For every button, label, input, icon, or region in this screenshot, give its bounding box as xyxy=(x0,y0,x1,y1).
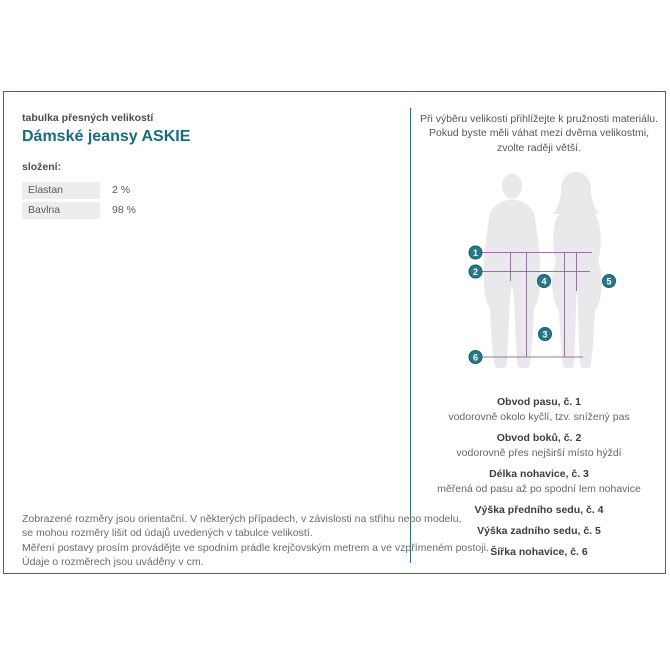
sizing-advice-line: Pokud byste měli váhat mezi dvěma velikostmi, xyxy=(428,127,649,140)
measurement-desc: měřená od pasu až po spodní lem nohavice xyxy=(437,483,641,495)
disclaimer-line: Měření postavy prosím provádějte ve spodním prádle krejčovským metrem a ve vzpřímeném postoji. xyxy=(22,541,489,554)
sizing-advice-text xyxy=(411,112,667,155)
composition-heading: složení: xyxy=(22,161,62,173)
measurement-item xyxy=(411,503,667,518)
disclaimer-line: Údaje o rozměrech jsou uváděny v cm. xyxy=(22,555,204,568)
table-eyebrow-label: tabulka přesných velikostí xyxy=(22,112,154,124)
measurement-item xyxy=(411,467,667,497)
marker-number-3: 3 xyxy=(542,329,548,340)
material-value-cell: 98 % xyxy=(112,204,136,216)
sizing-advice-line: Při výběru velikosti přihlížejte k pružnosti materiálu. xyxy=(419,113,659,125)
measurement-item xyxy=(411,395,667,425)
body-measurement-diagram xyxy=(440,162,666,378)
measurement-title: Výška předního sedu, č. 4 xyxy=(474,504,604,516)
measurement-desc: vodorovně okolo kyčlí, tzv. snížený pas xyxy=(448,411,630,423)
table-row xyxy=(22,182,382,199)
sizing-advice-line: zvolte raději větší. xyxy=(496,141,582,154)
table-row xyxy=(22,202,382,219)
measurement-title: Obvod pasu, č. 1 xyxy=(496,396,582,408)
measurement-title: Obvod boků, č. 2 xyxy=(496,432,582,444)
page-title: Dámské jeansy ASKIE xyxy=(22,128,191,145)
disclaimer-line: se mohou rozměry lišit od údajů uvedených v tabulce velikostí. xyxy=(22,527,313,540)
material-name-cell: Bavlna xyxy=(22,202,100,219)
male-silhouette xyxy=(484,174,541,369)
measurement-title: Šířka nohavice, č. 6 xyxy=(490,546,588,558)
measurement-item xyxy=(411,545,667,560)
marker-number-4: 4 xyxy=(541,276,547,287)
marker-number-1: 1 xyxy=(472,247,479,258)
measurement-desc: vodorovně přes nejširší místo hýždí xyxy=(456,447,622,459)
measurement-item xyxy=(411,524,667,539)
disclaimer-line: Zobrazené rozměry jsou orientační. V některých případech, v závislosti na střihu nebo modelu, xyxy=(22,513,462,525)
marker-number-2: 2 xyxy=(472,266,479,277)
measurement-item xyxy=(411,431,667,461)
measurement-title: Délka nohavice, č. 3 xyxy=(489,468,589,480)
measurement-definitions xyxy=(411,395,667,566)
marker-number-6: 6 xyxy=(472,352,479,363)
material-name-cell: Elastan xyxy=(22,182,100,199)
measurement-title: Výška zadního sedu, č. 5 xyxy=(477,525,601,537)
composition-table xyxy=(22,182,382,222)
marker-number-5: 5 xyxy=(606,276,612,287)
material-value-cell: 2 % xyxy=(112,184,131,196)
